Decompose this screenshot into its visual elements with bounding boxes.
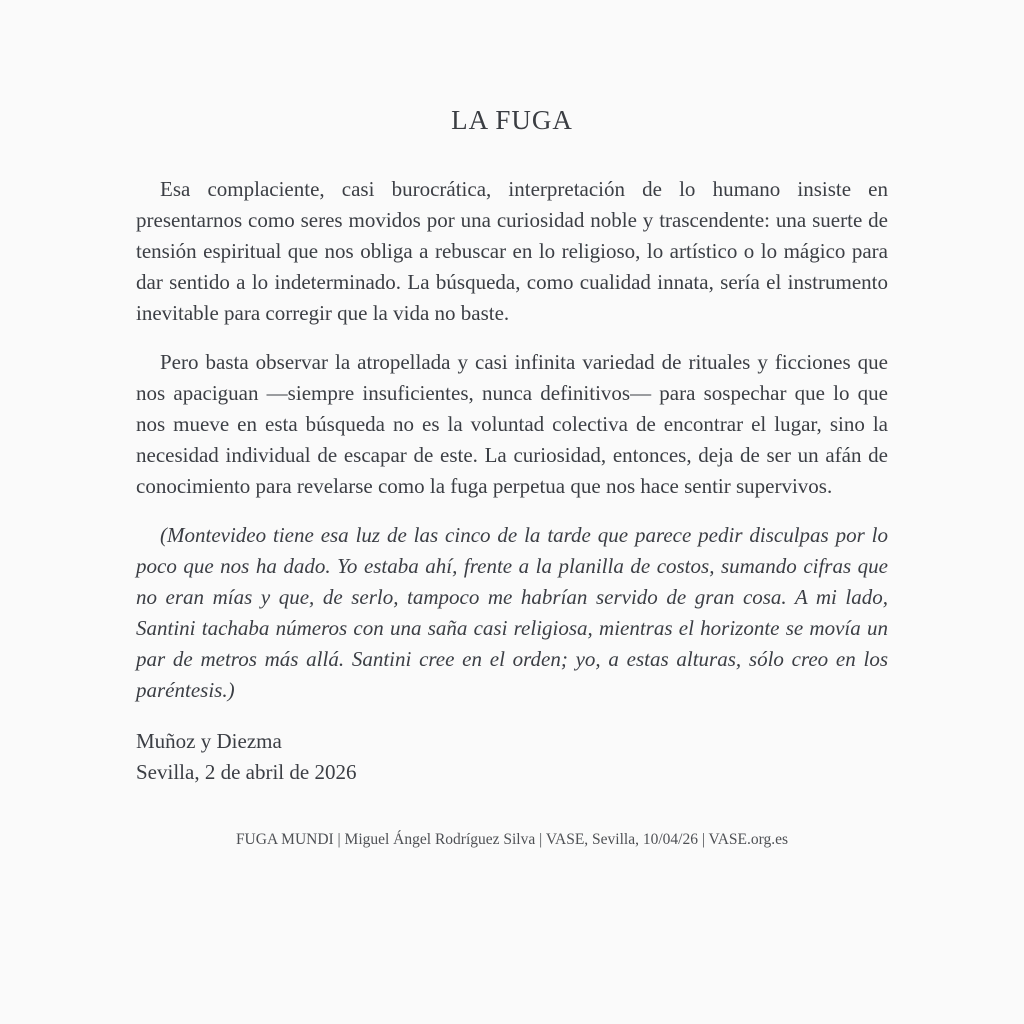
paragraph-2: Pero basta observar la atropellada y casi infinita variedad de rituales y ficciones que nos apaciguan —siempre insuficientes, nunca definitivos— para sospechar que lo que nos mueve en esta búsqueda no es la voluntad colectiva de encontrar el lugar, sino la necesidad individual de escapar de este. La curiosidad, entonces, deja de ser un afán de conocimiento para revelarse como la fuga perpetua que nos hace sentir supervivos. bbox=[136, 349, 888, 498]
signature-block bbox=[136, 726, 888, 788]
document-title: LA FUGA bbox=[451, 105, 573, 135]
footer-credits: FUGA MUNDI | Miguel Ángel Rodríguez Silva | VASE, Sevilla, 10/04/26 | VASE.org.es bbox=[235, 830, 789, 848]
signature-author: Muñoz y Diezma bbox=[136, 728, 282, 753]
paragraph-3-parenthetical: (Montevideo tiene esa luz de las cinco de la tarde que parece pedir disculpas por lo poco que nos ha dado. Yo estaba ahí, frente a la planilla de costos, sumando cifras que no eran mías y que, de serlo, tampoco me habrían servido de gran cosa. A mi lado, Santini tachaba números con una saña casi religiosa, mientras el horizonte se movía un par de metros más allá. Santini cree en el orden; yo, a estas alturas, sólo creo en los paréntesis.) bbox=[136, 522, 888, 702]
signature-place-date: Sevilla, 2 de abril de 2026 bbox=[136, 759, 357, 784]
paragraph-1: Esa complaciente, casi burocrática, interpretación de lo humano insiste en presentarnos como seres movidos por una curiosidad noble y trascendente: una suerte de tensión espiritual que nos obliga a rebuscar en lo religioso, lo artístico o lo mágico para dar sentido a lo indeterminado. La búsqueda, como cualidad innata, sería el instrumento inevitable para corregir que la vida no baste. bbox=[136, 176, 888, 325]
